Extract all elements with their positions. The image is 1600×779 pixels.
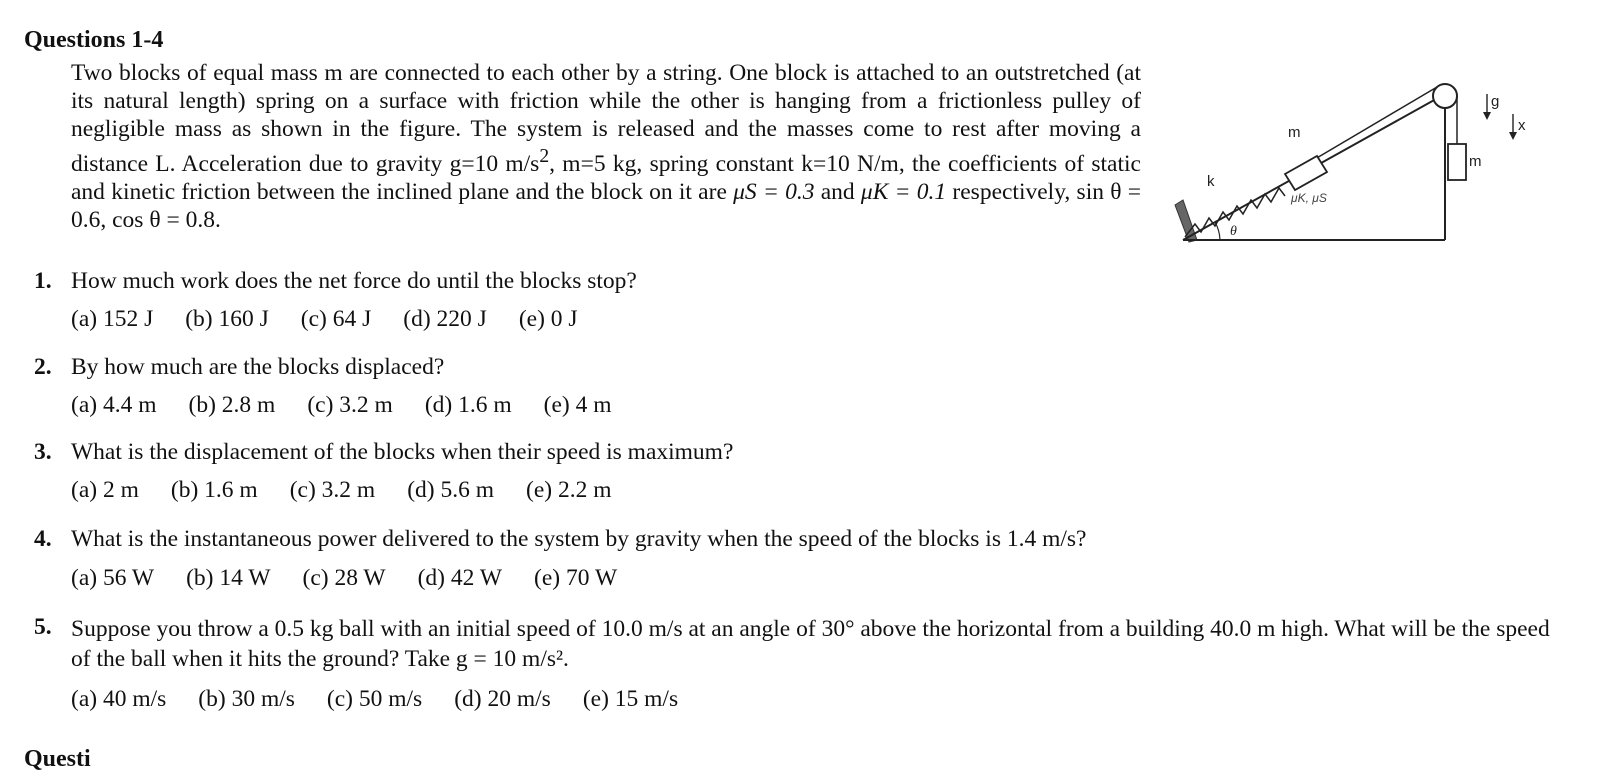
question-text: How much work does the net force do until the blocks stop? [71, 268, 637, 294]
choice-e[interactable]: (e) 4 m [543, 392, 612, 418]
intro-and: and [814, 178, 861, 205]
section-heading: Questions 1-4 [24, 27, 164, 53]
incline-block [1285, 156, 1327, 190]
question-text: Suppose you throw a 0.5 kg ball with an initial speed of 10.0 m/s at an angle of 30° above the horizontal from a building 40.0 m high. What will be the speed of the ball when it hits the ground? Take g = 10 m/s². [71, 616, 1550, 672]
mu-s-expression: μS = 0.3 [733, 178, 815, 205]
label-m-hanging: m [1469, 153, 1482, 170]
label-theta: θ [1230, 224, 1237, 239]
label-g: g [1491, 93, 1500, 110]
question-3-choices [71, 477, 612, 504]
question-number: 5. [34, 614, 52, 640]
mu-k-expression: μK = 0.1 [860, 178, 947, 205]
choice-e[interactable]: (e) 0 J [518, 306, 578, 332]
incline-surface-parallel [1310, 87, 1437, 162]
question-1-choices [71, 306, 578, 333]
choice-c[interactable]: (c) 3.2 m [307, 392, 393, 418]
pulley [1433, 84, 1457, 108]
intro-text-2: , m=5 kg, spring constant k=10 N/m, the coefficients of static and kinetic friction between the inclined plane and the block on it are [71, 150, 1141, 205]
choice-d[interactable]: (d) 20 m/s [454, 686, 551, 712]
choice-b[interactable]: (b) 160 J [185, 306, 269, 332]
intro-text-1: Two blocks of equal mass m are connected to each other by a string. One block is attached to an outstretched (at its natural length) spring on a surface with friction while the other is hanging from a frictionless pulley of negligible mass as shown in the figure. The system is released and the masses come to rest after moving a distance L. Acceleration due to gravity g=10 m/s [71, 60, 1141, 177]
choice-c[interactable]: (c) 3.2 m [289, 477, 376, 503]
choice-a[interactable]: (a) 40 m/s [71, 686, 167, 712]
question-number: 1. [34, 268, 52, 294]
choice-d[interactable]: (d) 42 W [417, 565, 503, 591]
question-number: 4. [34, 526, 52, 552]
choice-a[interactable]: (a) 56 W [71, 565, 155, 591]
question-text: What is the displacement of the blocks when their speed is maximum? [71, 439, 734, 465]
theta-arc [1215, 222, 1220, 240]
g-arrow-head [1483, 112, 1491, 120]
next-section-heading-cutoff [24, 746, 91, 772]
cutoff-text: Questi [24, 746, 91, 772]
choice-b[interactable]: (b) 1.6 m [170, 477, 258, 503]
choice-d[interactable]: (d) 220 J [403, 306, 487, 332]
intro-superscript: 2 [539, 146, 550, 167]
question-text: By how much are the blocks displaced? [71, 354, 445, 380]
x-arrow-head [1509, 132, 1517, 140]
choice-a[interactable]: (a) 152 J [71, 306, 154, 332]
choice-a[interactable]: (a) 2 m [71, 477, 139, 503]
choice-e[interactable]: (e) 15 m/s [582, 686, 679, 712]
label-m-incline: m [1288, 124, 1301, 141]
choice-c[interactable]: (c) 50 m/s [326, 686, 423, 712]
question-2-choices [71, 392, 612, 419]
choice-d[interactable]: (d) 1.6 m [424, 392, 512, 418]
choice-b[interactable]: (b) 2.8 m [188, 392, 276, 418]
question-number: 3. [34, 439, 52, 465]
choice-e[interactable]: (e) 70 W [534, 565, 618, 591]
choice-e[interactable]: (e) 2.2 m [526, 477, 612, 503]
label-mu: μK, μS [1291, 191, 1327, 205]
choice-a[interactable]: (a) 4.4 m [71, 392, 157, 418]
question-5-choices [71, 686, 678, 713]
choice-c[interactable]: (c) 28 W [302, 565, 386, 591]
choice-b[interactable]: (b) 30 m/s [198, 686, 295, 712]
label-x: x [1518, 117, 1526, 134]
label-k: k [1207, 173, 1215, 190]
question-number: 2. [34, 354, 52, 380]
hanging-block [1448, 144, 1466, 180]
intro-text-3: respectively, sin θ = 0.6, cos θ = 0.8. [71, 178, 1142, 233]
choice-d[interactable]: (d) 5.6 m [407, 477, 494, 503]
question-4-choices [71, 565, 617, 592]
problem-statement [71, 59, 1141, 234]
incline-pulley-figure [1175, 82, 1565, 252]
choice-c[interactable]: (c) 64 J [300, 306, 372, 332]
choice-b[interactable]: (b) 14 W [186, 565, 271, 591]
question-text: What is the instantaneous power delivered to the system by gravity when the speed of the blocks is 1.4 m/s? [71, 526, 1087, 552]
